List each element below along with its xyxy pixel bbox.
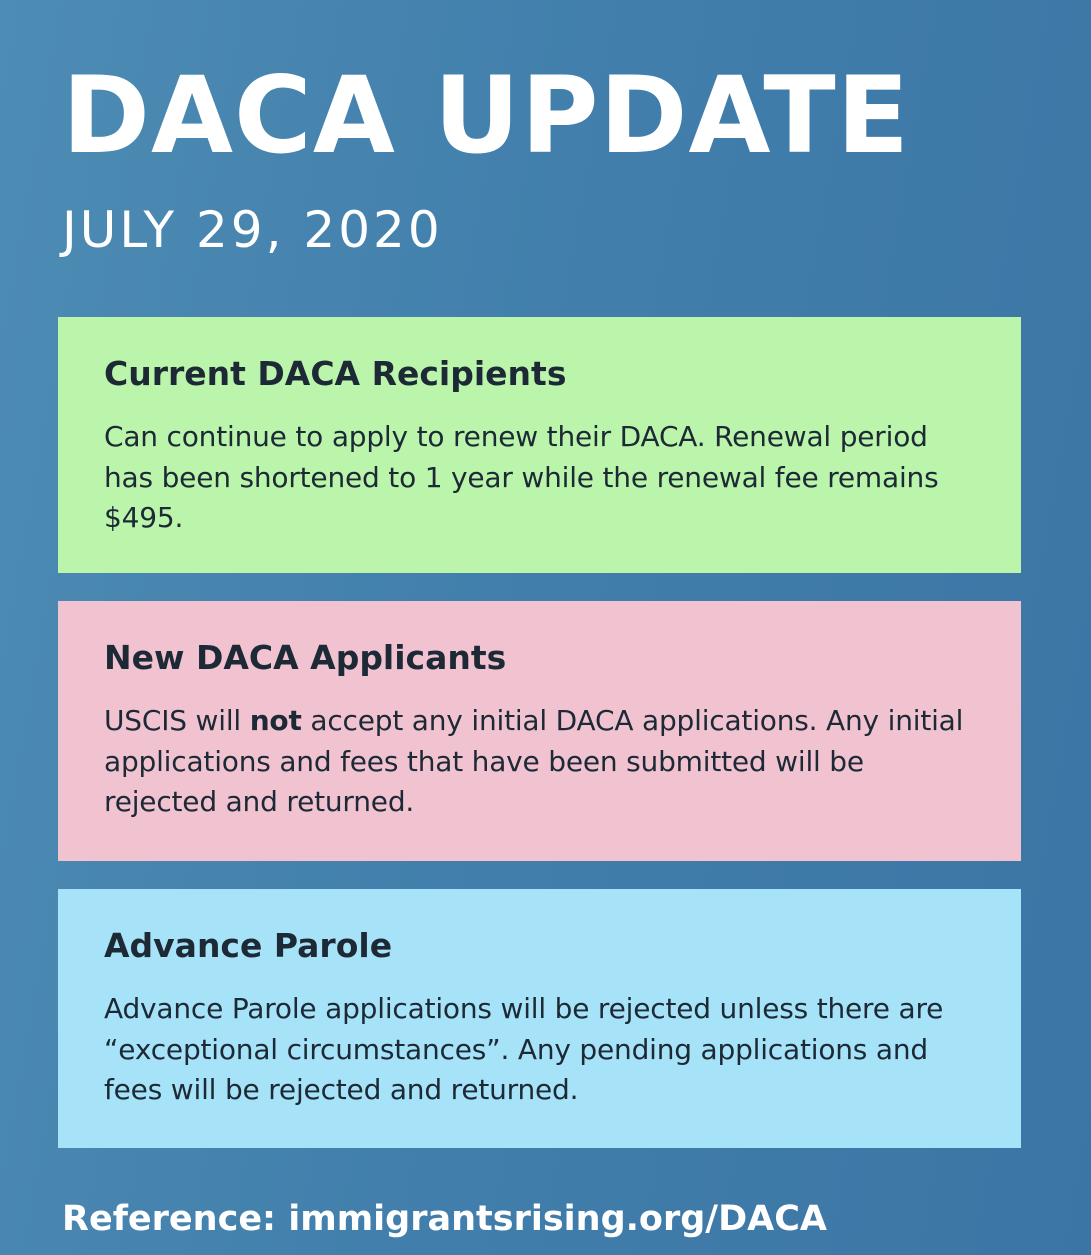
reference-link: Reference: immigrantsrising.org/DACA	[62, 1199, 827, 1239]
body-text-start: USCIS will	[104, 704, 250, 737]
update-date: JULY 29, 2020	[62, 201, 443, 259]
card-body-new-applicants	[104, 701, 977, 823]
card-body-advance-parole: Advance Parole applications will be rejected unless there are “exceptional circumstances”. Any pending applications and fees will be rejected and returned.	[104, 992, 944, 1106]
card-body-current-recipients: Can continue to apply to renew their DACA. Renewal period has been shortened to 1 year while the renewal fee remains $495.	[104, 420, 939, 534]
card-heading-current-recipients: Current DACA Recipients	[104, 354, 567, 393]
body-text-end: accept any initial DACA applications. Any initial applications and fees that have been submitted will be rejected and returned.	[104, 704, 964, 818]
card-advance-parole	[58, 889, 1021, 1148]
page-title: DACA UPDATE	[62, 54, 911, 177]
emphasis-not: not	[249, 704, 302, 737]
card-new-applicants	[58, 601, 1021, 861]
card-current-recipients	[58, 317, 1021, 573]
card-heading-advance-parole: Advance Parole	[104, 926, 393, 965]
card-heading-new-applicants: New DACA Applicants	[104, 638, 507, 677]
